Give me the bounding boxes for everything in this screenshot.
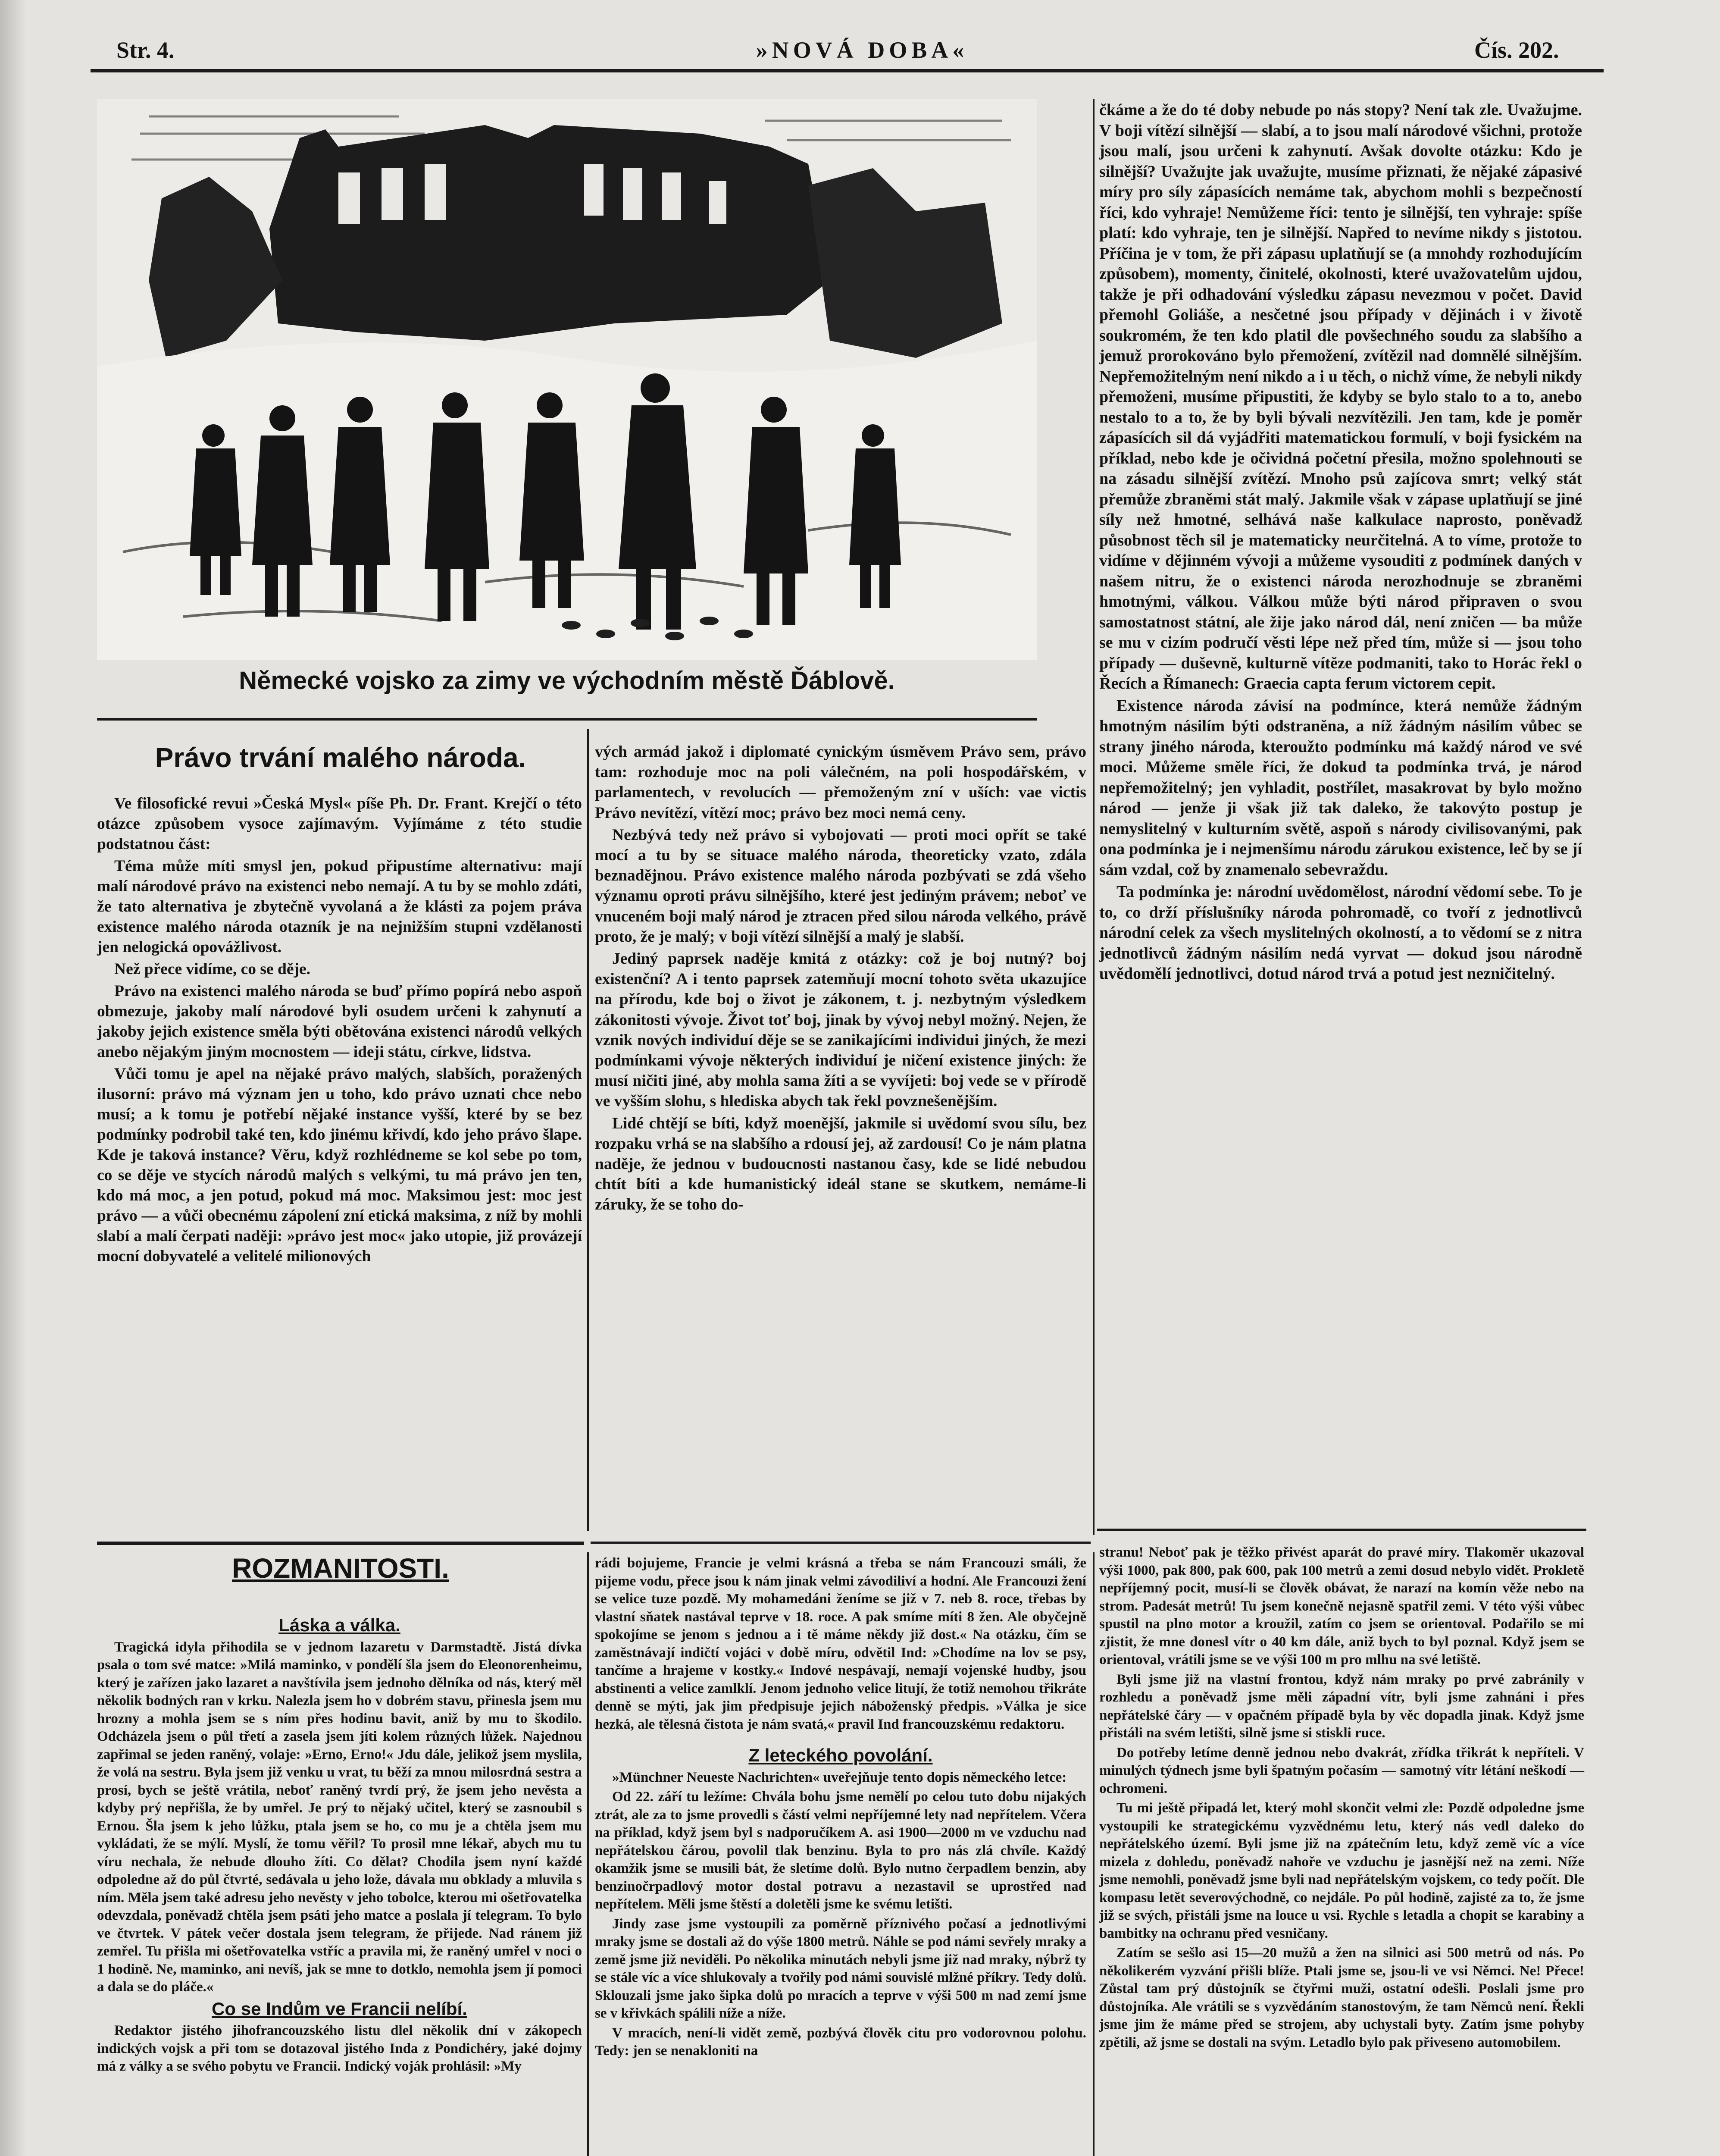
column-rule-4 [1093, 1552, 1095, 2156]
paragraph: Lidé chtějí se bíti, když moenější, jakmile si uvědomí svou sílu, bez rozpaku vrhá se na slabšího a rdousí jej, až zardousí! Co je nám platna naděje, že jednou v budoucnosti nastanou časy, kde se lidé nebudou chtít bíti a kde humanistický ideál stane se skutkem, nemáme-li záruky, že se toho do- [595, 1114, 1086, 1214]
section-title-rozmanitosti: ROZMANITOSTI. [232, 1553, 449, 1584]
right-column-top [1099, 100, 1582, 986]
section-rule-middle [591, 1542, 1091, 1544]
winter-army-illustration [97, 99, 1037, 660]
page-edge-shadow [0, 0, 26, 2156]
rozmanitosti-col-3 [1099, 1544, 1584, 2053]
issue-number: Čís. 202. [1474, 37, 1559, 63]
paragraph: Ta podmínka je: národní uvědomělost, národní vědomí sebe. To je to, co drží příslušníky národa pohromadě, co tvoří z jednotlivců národní celek za všech myslitelných okolností, a to vědomí se z nitra jednotlivců žádným násilím nedá vyrvat — dokud jsou národně uvědomělí jednotlivci, dotud národ trvá a potud jest nezničitelný. [1099, 883, 1582, 983]
paragraph: Právo na existenci malého národa se buď přímo popírá nebo aspoň obmezuje, jakoby malí národové byli osudem určeni k zahynutí a jakoby jejich existence směla býti obětována existenci národů velkých anebo nějakým jiným mocnostem — ideji státu, církve, lidstva. [97, 982, 582, 1061]
subsection-title-laska: Láska a válka. [278, 1615, 400, 1635]
section-rule-right [1097, 1529, 1586, 1531]
rozmanitosti-col-2 [595, 1554, 1086, 2062]
paragraph: stranu! Neboť pak je těžko přivést aparát do pravé míry. Tlakoměr ukazoval výši 1000, pak 800, pak 600, pak 100 metrů a zemi dosud nebylo vidět. Prokletě nepříjemný pocit, musí-li se člověk obávat, že narazí na komín věže nebo na strom. Padesát metrů! Tu jsem konečně nejasně spatřil zemi. V této výši vůbec spustil na plno motor a kroužil, zatím co jsem se orientoval. Podařilo se mi zjistit, že mne donesl vítr o 40 km dále, aniž bych to byl poznal. Když jsem se orientoval, vrátili jsme se ve výši 100 m pro mlhu na své letiště. [1099, 1545, 1584, 1667]
paragraph: »Münchner Neueste Nachrichten« uveřejňuje tento dopis německého letce: [612, 1769, 1067, 1785]
masthead-title: »NOVÁ DOBA« [756, 37, 969, 63]
illustration-caption: Německé vojsko za zimy ve východním městě Ďáblově. [239, 667, 895, 695]
paragraph: Tu mi ještě připadá let, který mohl skončit velmi zle: Pozdě odpoledne jsme vystoupili ke strategickému vyzvědnému letu, který nás vedl daleko do nepřátelského území. Byli jsme již na zpátečním letu, když země víc a více mizela z dohledu, poněvadž nahoře ve vzduchu je jasnější než na zemi. Níže jsme nemohli, poněvadž jsme byli nad nepřátelským vojskem, co tedy počít. Dle kompasu letět severovýchodně, co nejdále. Po půl hodině, zajisté za to, že jsme již se svých, přistáli jsme na louce u vsi. Rychle s letadla a chopit se karabiny a bambitky na ochranu před vesničany. [1099, 1800, 1584, 1941]
paragraph: Byli jsme již na vlastní frontou, když nám mraky po prvé zabránily v rozhledu a poněvadž jsme měli západní vítr, byli jsme zahnáni i přes nepřátelské čáry — v opačném případě byla by věc dopadla jinak. Když jsme přistáli na svém letišti, silně jsme si stiskli ruce. [1099, 1671, 1584, 1741]
header-rule [91, 69, 1604, 72]
rozmanitosti-col-1 [97, 1613, 582, 2078]
subsection-title-indum: Co se Indům ve Francii nelíbí. [212, 1998, 467, 2019]
paragraph: čkáme a že do té doby nebude po nás stopy? Není tak zle. Uvažujme. V boji vítězí silnější — slabí, a to jsou malí národové všichni, protože jsou malí, jsou určeni k zahynutí. Avšak dovolte otázku: Kdo je silnější? Uvažujte jak uvažujte, musíme přiznati, že nějaké zápasivé míry pro síly zápasících nemáme tak, abychom mohli s bezpečností říci, kdo vyhraje! Nemůžeme říci: tento je silnější, ten vyhraje: spíše platí: kdo vyhraje, ten je silnější. Napřed to nevíme nikdy s jistotou. Příčina je v tom, že při zápasu uplatňují se (a mnohdy rozhodujícím způsobem), momenty, činitelé, okolnosti, které uvažovatelům ujdou, takže je při odhadování výsledku zápasu nevezmou v počet. David přemohl Goliáše, a nesčetné jsou případy v dějinách i v životě soukromém, že ten kdo platil dle povšechného soudu za slabšího a jemuž prorokováno bylo přemožení, zvítězil nad domnělé silnějším. Nepřemožitelným není nikdo a i u těch, o nichž víme, že nebyli nikdy přemoženi, musíme připustiti, že kdyby se bylo stalo to a to, anebo nestalo to a to, že by byli bývali nezvítězili. Jen tam, kde je poměr zápasících sil dá vyjádřiti matematickou formulí, v boji fysickém na příklad, nebo kde je očividná početní přesila, možno spolehnouti se na zásadu silnější zvítězí. Mnoho psů zajícova smrt; velký stát přemůže zbraněmi stát malý. Jakmile však v zápase uplatňují se jiné síly než hmotné, selhává naše kalkulace naprosto, poněvadž působnost těch sil je matematicky neurčitelná. A to víme, protože to vidíme v dějinném vývoji a můžeme vysouditi z podmínek daných v našem nitru, že o existenci národa nerozhodnuje se zbraněmi hmotnými, válkou. Válkou může býti národ připraven o svou samostatnost státní, ale žije jako národ dál, není zničen — ba může se mu v cizím područí věsti lépe než před tím, může si — jsou toho případy — duševně, kulturně vítěze podmaniti, tako to Horác řekl o Řecích a Římanech: Graecia capta ferum victorem cepit. [1099, 101, 1582, 693]
section-rule-left [97, 1542, 584, 1545]
article-col-2 [595, 742, 1086, 1217]
article-col-1 [97, 793, 582, 1268]
illustration-image [97, 99, 1037, 660]
paragraph: V mracích, není-li vidět země, pozbývá člověk citu pro vodorovnou polohu. Tedy: jen se nenakloniti na [595, 2025, 1086, 2059]
paragraph: Než přece vidíme, co se děje. [114, 960, 311, 978]
column-rule-1 [587, 729, 589, 1531]
article-title: Právo trvání malého národa. [155, 742, 526, 773]
subsection-title-letecke: Z leteckého povolání. [748, 1745, 933, 1765]
paragraph: Jindy zase jsme vystoupili za poměrně příznivého počasí a jednotlivými mraky jsme se dostali až do výše 1800 metrů. Náhle se pod námi sevřely mraky a země jsme již neviděli. Po několika minutách nebyli jsme již nad mraky, nýbrž ty se stále víc a více shlukovaly a tvořily pod námi souvislé mlžné příkry. Tedy dolů. Sklouzali jsme jako šipka dolů po mracích a teprve v výši 500 m nad zemí jsme se v křivkách spálili níže a níže. [595, 1916, 1086, 2021]
paragraph: Vůči tomu je apel na nějaké právo malých, slabších, poražených ilusorní: právo má význam jen u toho, kdo právo uznati chce nebo musí; a k tomu je potřebí nějaké instance vyšší, které by se bez podmínky podrobil také ten, kdo jinému křivdí, kdo jeho právo šlape. Kde je taková instance? Věru, když rozhlédneme se kol sebe po tom, co se děje ve stycích národů malých s velkými, tu má právo jen ten, kdo má moc, a jen potud, pokud má moc. Maksimou jest: moc jest právo — a vůči obecnému zápolení zní etická maksima, z níž by mohli slabí a malí čerpati naději: »právo jest moc« jako utopie, již provázejí mocní dobyvatelé a velitelé milionových [97, 1065, 582, 1265]
column-rule-2 [1093, 99, 1095, 1535]
paragraph: vých armád jakož i diplomaté cynickým úsměvem Právo sem, právo tam: rozhoduje moc na poli válečném, na poli hospodářském, v parlamentech, v revolucích — přemoženým zní v uších: vae victis Právo nevítězí, vítězí moc; právo bez moci nemá ceny. [595, 743, 1086, 822]
paragraph: Jediný paprsek naděje kmitá z otázky: což je boj nutný? boj existenční? A i tento paprsek zatemňují mocní tohoto světa ukazujíce na přírodu, kde boj o život je zákonem, t. j. nezbytným výsledkem zákonitosti vývoje. Život toť boj, jinak by vývoj nebyl možný. Nejen, že vznik nových individuí děje se se zanikajícími individui jiných, že mezi podmínkami vývoje některých individuí je ničení existence jiných: že musí ničiti jiné, aby mohla sama žíti a se vyvíjeti: boj vede se v přírodě ve vyšším slohu, s hlediska abych tak řekl povznešenějším. [595, 950, 1086, 1110]
paragraph: rádi bojujeme, Francie je velmi krásná a třeba se nám Francouzi smáli, že pijeme vodu, přece jsou k nám jinak velmi závodiliví a hodní. Ale Francouzi žení se velice tuze pozdě. My mohamedáni ženíme se již v 7. neb 8. roce, třebas by vlastní sňatek nastával teprve v 18. roce. A pak smíme míti 8 žen. Ale obyčejně spokojíme se jenom s jednou a i tě máme někdy již dost.« Na otázku, čím se zaměstnávají indičtí vojáci v době míru, odvětil Ind: »Chodíme na lov se psy, tančíme a hrajeme v kostky.« Indové nespávají, nemají vojenské hudby, jsou abstinenti a velice zamlklí. Jenom jednoho velice litují, že totiž nemohou třikráte denně se mýti, jak jim předpisuje jejich náboženský předpis. »Válka je sice hezká, ale tělesná čistota je nám svatá,« pravil Ind francouzskému redaktoru. [595, 1555, 1086, 1732]
page-number: Str. 4. [116, 37, 175, 63]
paragraph: Tragická idyla přihodila se v jednom lazaretu v Darmstadtě. Jistá dívka psala o tom své matce: »Milá maminko, v pondělí šla jsem do Eleonorenheimu, který je zařízen jako lazaret a navštívila jsem jednoho dělníka od nás, který měl několik bodných ran v krku. Nalezla jsem ho v dobrém stavu, přinesla jsem mu hrozny a mohla jsem se s ním přes hodinu bavit, aniž by mu to škodilo. Odcházela jsem o půl třetí a zasela jsem jíti kolem různých lůžek. Najednou zapřimal se jeden raněný, volaje: »Erno, Erno!« Jdu dále, jelikož jsem myslila, že volá na sestru. Byla jsem již venku u vrat, tu běží za mnou milosrdná sestra a prosí, bych se ještě vrátila, neboť raněný tvrdí prý, že jsem jeho nevěsta a kdyby prý nepřišla, že by umřel. Je prý to nějaký učitel, který se zasnoubil s Ernou. Šla jsem k jeho lůžku, ptala jsem se ho, co mu je a chtěla jsem mu vykládati, že se mýlí. Myslí, že tomu věřil? To prosil mne lékař, abych mu tu víru nechala, že nebude dlouho žíti. Co dělat? Chodila jsem nyní každé odpoledne až do půl čtvrté, sedávala u jeho lože, dávala mu obklady a mluvila s ním. Měla jsem také adresu jeho nevěsty v jeho tobolce, kterou mi ošetřovatelka odevzdala, poněvadž chtěla jsem psáti jeho matce a poslala jí telegram. To bylo ve čtvrtek. V pátek večer dostala jsem telegram, že přijede. Nad ránem již zemřel. Tu přišla mi ošetřovatelka vstříc a pravila mi, že raněný umřel v noci o 1 hodině. Ne, maminko, ani nevíš, jak se mne to dotklo, nemohla jsem jí pomoci a dala se do pláče.« [97, 1639, 582, 1995]
paragraph: Téma může míti smysl jen, pokud připustíme alternativu: mají malí národové právo na existenci nebo nemají. A tu by se mohlo zdáti, že tato alternativa je zbytečně vyvolaná a že klásti za pojem práva existence malého národa otazník je na nejnižším stupni vzdělanosti jen nelogická opovážlivost. [97, 857, 582, 956]
caption-rule [97, 718, 1037, 721]
paragraph: Nezbývá tedy než právo si vybojovati — proti moci opřít se také mocí a tu by se situace malého národa, theoreticky vzato, zdála beznadějnou. Právo existence malého národa pozbývati se zdá všeho významu oproti právu silnějšího, které jest jediným právem; neboť ve vnuceném boji malý národ je ztracen před silou národa velkého, právě proto, že je malý; v boji vítězí silnější a malý je slabší. [595, 826, 1086, 946]
paragraph: Ve filosofické revui »Česká Mysl« píše Ph. Dr. Frant. Krejčí o této otázce způsobem vysoce zajímavým. Vyjímáme z této studie podstatnou část: [97, 795, 582, 853]
paragraph: Redaktor jistého jihofrancouzského listu dlel několik dní v zákopech indických vojsk a při tom se dotazoval jistého Inda z Pondichéry, jaké dojmy má z války a se svého pobytu ve Francii. Indický voják prohlásil: »My [97, 2023, 582, 2074]
column-rule-3 [587, 1552, 589, 2156]
paragraph: Existence národa závisí na podmínce, která nemůže žádným hmotným násilím býti odstraněna, a níž žádným násilím vůbec se strany jiného národa, kteroužto podmínku má každý národ ve své moci. Můžeme směle říci, že dokud ta podmínka trvá, je národ nepřemožitelný; jen vyhladit, postřílet, masakrovat by bylo možno národ — jenže ji však již tak daleko, že takovýto postup je nemyslitelný v kulturním světě, aspoň s národy civilisovanými, pak ona podmínka je i nejmenšímu národu zárukou existence, leč by se jí sám vzdal, což by znamenalo sebevraždu. [1099, 696, 1582, 879]
paragraph: Do potřeby letíme denně jednou nebo dvakrát, zřídka třikrát k nepříteli. V minulých týdnech jsme byli špatným počasím — samotný vítr létání neškodí — ochromeni. [1099, 1745, 1584, 1796]
paragraph: Zatím se sešlo asi 15—20 mužů a žen na silnici asi 500 metrů od nás. Po několikerém vyzvání přišli blíže. Ptali jsme se, jsou-li ve vsi Němci. Ne! Přece! Zůstal tam prý důstojník se čtyřmi muži, ostatní odešli. Poslali jsme pro důstojníka. Ale vrátili se s vyzvědáním stanostovým, že tam Němců není. Řekli jsme jim že máme před se strojem, aby uchystali byty. Zatím jsme pohyby zpětili, až jsme se dostali na svým. Letadlo bylo pak přiveseno automobilem. [1099, 1945, 1584, 2050]
paragraph: Od 22. září tu ležíme: Chvála bohu jsme nemělí po celou tuto dobu nijakých ztrát, ale za to jsme provedli s částí velmi nepříjemné lety nad nepřítelem. Včera na příklad, když jsem byl s nadporučíkem A. asi 1900—2000 m ve vzduchu nad nepřátelskou čárou, povolil tlak benzinu. Byla to pro nás zlá chvíle. Každý okamžik jsme se musili bát, že sletíme dolů. Bylo nutno čerpadlem benzin, aby benzinočrpadlový motor dostal potravu a nezastavil se uprostřed nad nepřítelem. Měli jsme štěstí a doletěli jsme ke svému letišti. [595, 1789, 1086, 1912]
